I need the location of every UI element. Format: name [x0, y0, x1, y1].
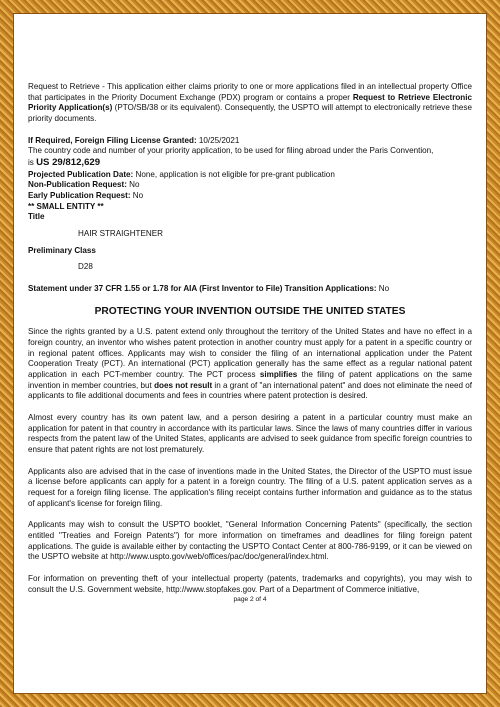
pct-text-3: in a grant of "an international patent" and does not eliminate the need of applicants to file additional documents and fees in countries where patent protection is desired. [28, 380, 473, 401]
statement-label: Statement under 37 CFR 1.55 or 1.78 for AIA (First Inventor to File) Transition Applications: [28, 284, 377, 294]
early-publication-label: Early Publication Request: [28, 191, 131, 201]
preliminary-class-value: D28 [78, 262, 93, 272]
document-sheet [13, 13, 487, 694]
publication-date-line [28, 170, 472, 181]
retrieve-text-bold: Request to Retrieve Electronic Priority Application(s) [28, 92, 472, 113]
title-label [28, 212, 472, 223]
small-entity-line [28, 202, 472, 213]
nonpublication-line [28, 180, 472, 191]
title-label-text: Title [28, 212, 45, 222]
paragraph-country-law: Almost every country has its own patent law, and a person desiring a patent in a particular country must make an application for patent in that country in accordance with its particular laws. Since the laws of many countries differ in various respects from the patent law of the United States, applicants are advised to seek guidance from specific foreign countries to ensure that patent rights are not lost prematurely. [28, 412, 472, 454]
nonpublication-value: No [126, 180, 140, 190]
statement-value: No [376, 284, 390, 294]
nonpublication-label: Non-Publication Request: [28, 180, 127, 190]
title-value: HAIR STRAIGHTENER [78, 229, 163, 239]
document-page [28, 82, 472, 683]
pct-text-bold-1: simplifies [259, 369, 298, 379]
retrieve-text-1: Request to Retrieve - This application either claims priority to one or more applications filed in an intellectual property Office that participates in the Priority Document Exchange (PDX) program or contains a proper [28, 82, 472, 102]
paragraph-uspto-booklet: Applicants may wish to consult the USPTO booklet, "General Information Concerning Patents" (specifically, the section entitled "Treaties and Foreign Patents") for more information on timeframes and deadlines for filing foreign patent applications. The guide is available either by contacting the USPTO Contact Center at 800-786-9199, or it can be viewed on the USPTO website at http://www.uspto.gov/web/offices/pac/doc/general/index.html. [28, 520, 472, 562]
license-date: 10/25/2021 [196, 135, 240, 145]
license-line [28, 136, 472, 147]
publication-date-label: Projected Publication Date: [28, 169, 134, 179]
early-publication-value: No [130, 191, 144, 201]
pct-text-bold-2: does not result [154, 380, 213, 390]
preliminary-class-label [28, 246, 472, 257]
page-number: page 2 of 4 [233, 596, 267, 604]
paris-convention-text: The country code and number of your priority application, to be used for filing abroad under the Paris Convention, [28, 146, 434, 156]
paragraph-pct [28, 327, 472, 402]
retrieve-text-2: (PTO/SB/38 or its equivalent). Consequently, the USPTO will attempt to electronically retrieve these priority documents. [28, 103, 472, 124]
section-heading: PROTECTING YOUR INVENTION OUTSIDE THE UNITED STATES [94, 305, 406, 317]
retrieve-paragraph [28, 82, 472, 125]
publication-date-value: None, application is not eligible for pre-grant publication [133, 169, 335, 179]
paragraph-stopfakes: For information on preventing theft of your intellectual property (patents, trademarks and copyrights), you may wish to consult the U.S. Government website, http://www.stopfakes.gov. Part of a Department of Commerce initiative, [28, 573, 472, 594]
application-number-line [28, 157, 472, 170]
small-entity-label: ** SMALL ENTITY ** [28, 201, 104, 211]
license-label: If Required, Foreign Filing License Granted: [28, 135, 197, 145]
statement-line [28, 284, 472, 295]
is-label: is [28, 158, 37, 168]
paragraph-foreign-license: Applicants also are advised that in the case of inventions made in the United States, the Director of the USPTO must issue a license before applicants can apply for a patent in a foreign country. The filing of a U.S. patent application serves as a request for a foreign filing license. The application's filing receipt contains further information and guidance as to the status of applicant's license for foreign filing. [28, 466, 472, 508]
application-number: US 29/812,629 [36, 157, 101, 169]
preliminary-class-label-text: Preliminary Class [28, 245, 96, 255]
pct-text-2: the filing of patent applications on the same invention in member countries, but [28, 369, 472, 390]
early-publication-line [28, 191, 472, 202]
pct-text-1: Since the rights granted by a U.S. patent extend only throughout the territory of the United States and have no effect in a foreign country, an inventor who wishes patent protection in another country must apply for a patent in a specific country or in regional patent offices. Applicants may wish to consider the filing of an international application under the Patent Cooperation Treaty (PCT). An international (PCT) application generally has the same effect as a regular national patent application in each PCT-member country. The PCT process [28, 327, 472, 379]
